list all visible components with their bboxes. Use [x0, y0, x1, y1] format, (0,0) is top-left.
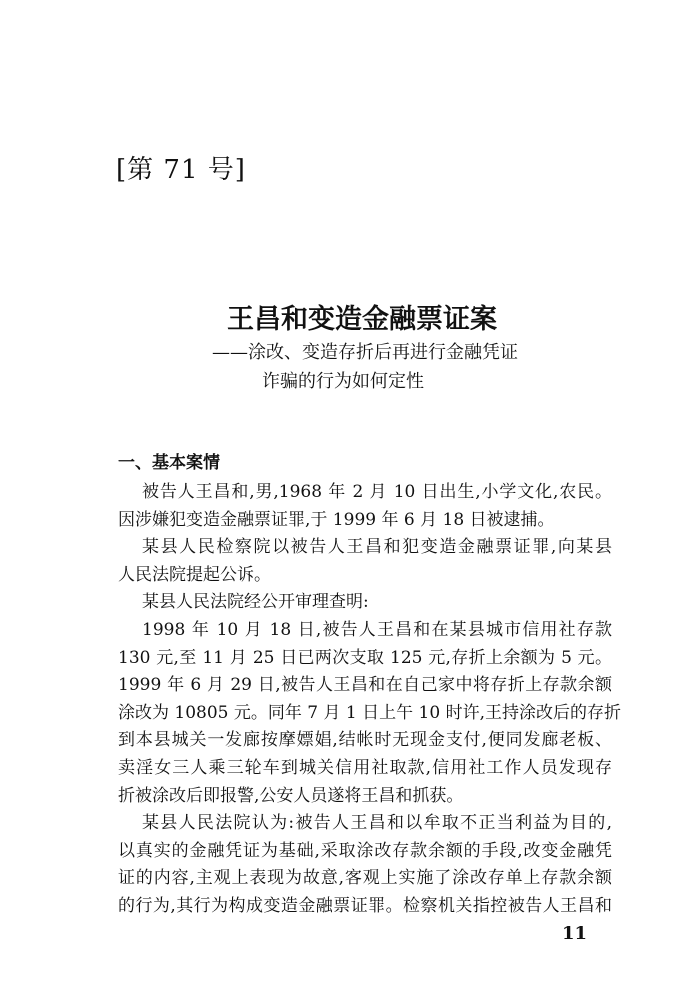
- text-line: 以真实的金融凭证为基础,采取涂改存款余额的手段,改变金融凭: [118, 840, 612, 861]
- text-line: 卖淫女三人乘三轮车到城关信用社取款,信用社工作人员发现存: [118, 757, 612, 778]
- text-line: 涂改为 10805 元。同年 7 月 1 日上午 10 时许,王持涂改后的存折: [118, 702, 621, 723]
- text-line: 某县人民法院认为:被告人王昌和以牟取不正当利益为目的,: [142, 813, 612, 834]
- subtitle-line-1: ——涂改、变造存折后再进行金融凭证: [212, 342, 518, 363]
- text-line: 的行为,其行为构成变造金融票证罪。检察机关指控被告人王昌和: [118, 895, 612, 916]
- text-line: 因涉嫌犯变造金融票证罪,于 1999 年 6 月 18 日被逮捕。: [118, 509, 555, 530]
- text-line: 证的内容,主观上表现为故意,客观上实施了涂改存单上存款余额: [118, 868, 612, 889]
- text-line: 某县人民法院经公开审理查明:: [142, 592, 369, 613]
- text-line: 折被涂改后即报警,公安人员遂将王昌和抓获。: [118, 785, 464, 806]
- section-heading: 一、基本案情: [118, 453, 220, 473]
- case-number: [第 71 号]: [116, 155, 246, 185]
- text-line: 某县人民检察院以被告人王昌和犯变造金融票证罪,向某县: [142, 537, 612, 558]
- body-text: [118, 479, 621, 921]
- text-line: 到本县城关一发廊按摩嫖娼,结帐时无现金支付,便同发廊老板、: [118, 730, 612, 751]
- text-line: 130 元,至 11 月 25 日已两次支取 125 元,存折上余额为 5 元。: [118, 647, 612, 668]
- case-title: 王昌和变造金融票证案: [227, 304, 497, 335]
- text-line: 人民法院提起公诉。: [118, 564, 271, 585]
- text-line: 1999 年 6 月 29 日,被告人王昌和在自己家中将存折上存款余额: [118, 675, 612, 696]
- subtitle-line-2: 诈骗的行为如何定性: [262, 371, 424, 392]
- text-line: 1998 年 10 月 18 日,被告人王昌和在某县城市信用社存款: [142, 619, 612, 640]
- text-line: 被告人王昌和,男,1968 年 2 月 10 日出生,小学文化,农民。: [142, 482, 612, 502]
- page-number: 11: [562, 923, 588, 944]
